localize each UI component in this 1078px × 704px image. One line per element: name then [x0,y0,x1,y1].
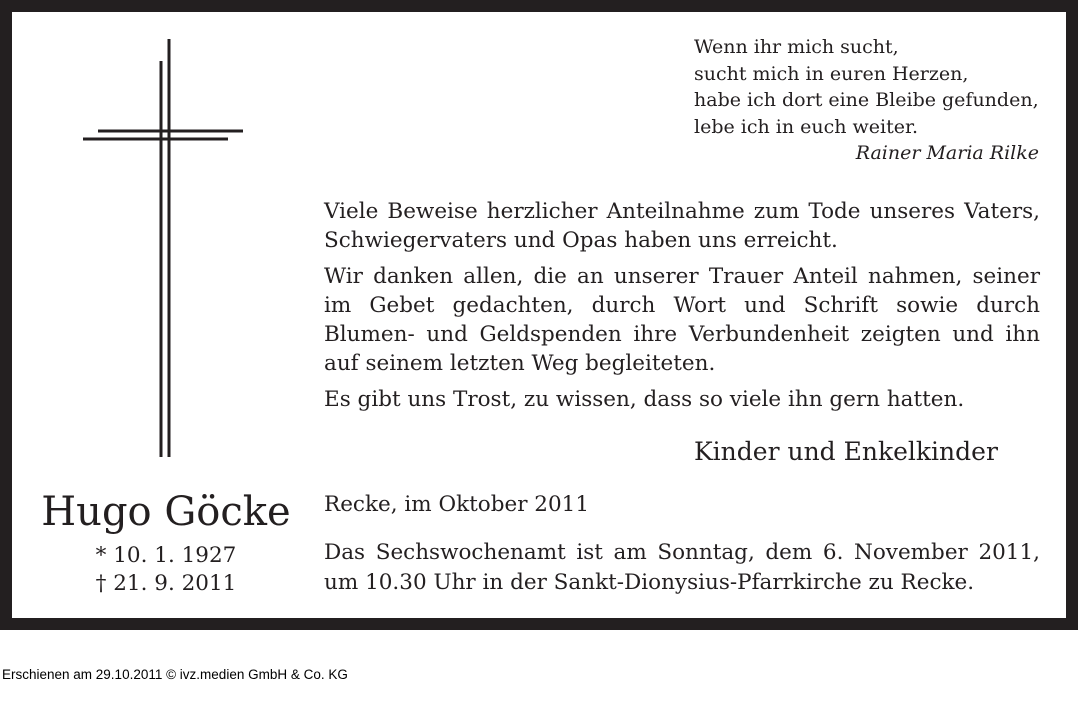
poem-line: sucht mich in euren Herzen, [694,62,969,85]
poem [694,34,1039,167]
death-date: † 21. 9. 2011 [95,571,237,596]
service-announcement: Das Sechswochenamt ist am Sonntag, dem 6. November 2011, um 10.30 Uhr in der Sankt-Dionysius-Pfarrkirche zu Recke. [324,540,1040,595]
publication-footer: Erschienen am 29.10.2011 © ivz.medien GmbH & Co. KG [2,667,348,682]
body-paragraph: Wir danken allen, die an unserer Trauer Anteil nahmen, seiner im Gebet gedachten, durch Wort und Schrift sowie durch Blumen- und Geldspenden ihre Verbundenheit zeigten und ihn auf seinem letzten Weg begleiteten. [324,264,1040,376]
poem-line: lebe ich in euch weiter. [694,115,919,138]
cross-icon [82,39,247,459]
signature: Kinder und Enkelkinder [694,437,998,466]
poem-line: Wenn ihr mich sucht, [694,36,899,58]
deceased-name: Hugo Göcke [41,489,291,535]
poem-line: habe ich dort eine Bleibe gefunden, [694,89,1039,111]
obituary-notice-inner [12,12,1066,618]
poem-author: Rainer Maria Rilke [855,142,1039,164]
birth-date: * 10. 1. 1927 [95,543,237,568]
thank-you-text [324,197,1040,421]
place-date: Recke, im Oktober 2011 [324,492,590,517]
life-dates [40,542,292,598]
body-paragraph: Viele Beweise herzlicher Anteilnahme zum Tode unseres Vaters, Schwiegervaters und Opas haben uns erreicht. [324,199,1040,253]
body-paragraph: Es gibt uns Trost, zu wissen, dass so viele ihn gern hatten. [324,387,965,412]
